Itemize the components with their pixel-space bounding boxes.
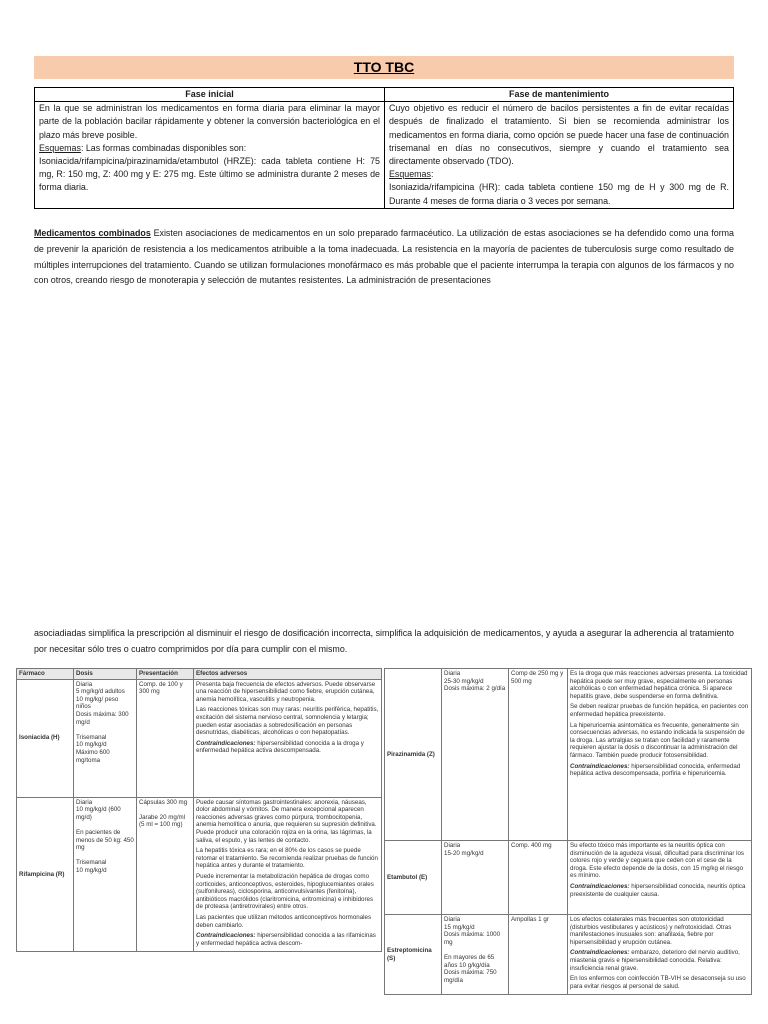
presentation-pirazinamida: Comp de 250 mg y 500 mg — [509, 669, 568, 841]
table-row — [385, 915, 752, 995]
contraindications-text: hipersensibilidad conocida, neuritis óptica preexistente de cualquier causa. — [570, 882, 746, 898]
contraindications — [196, 740, 379, 755]
dose-isoniacida: Diaria 5 mg/kg/d adultos 10 mg/kg/ peso niños Dosis máxima: 300 mg/d Trisemanal 10 mg/kg/d Máximo 600 mg/toma — [74, 679, 137, 797]
initial-phase-cell — [35, 102, 385, 209]
drug-table-right — [384, 668, 752, 995]
effects-text: La hepatitis tóxica es rara; en el 80% de los casos se puede retomar el tratamiento. Se recomienda realizar pruebas de función hepática antes y durante el tratamiento. — [196, 847, 378, 870]
col-header-presentation: Presentación — [137, 669, 194, 680]
treatment-phases-table — [34, 87, 734, 209]
effects-pirazinamida — [568, 669, 752, 841]
contraindications-text: hipersensibilidad conocida a la droga y enfermedad hepática activa descompensada. — [196, 739, 364, 755]
contraindications-text: hipersensibilidad conocida, enfermedad hepática activa descompensada, porfiria e hiperuricemia. — [570, 762, 741, 778]
maintenance-phase-cell — [385, 102, 734, 209]
contraindications — [570, 763, 749, 778]
effects-text: Presenta baja frecuencia de efectos adversos. Puede observarse una reacción de hipersensibilidad como fiebre, erupción cutánea, anemia hemolítica, vasculitis y neutropenia. — [196, 680, 376, 703]
header-maintenance-phase: Fase de mantenimiento — [385, 88, 734, 102]
effects-isoniacida — [194, 679, 382, 797]
contraindications-label: Contraindicaciones: — [570, 882, 630, 890]
effects-text: En los enfermos con coinfección TB-VIH se desaconseja su uso para evitar riesgos al personal de salud. — [570, 975, 746, 990]
presentation-rifampicina: Cápsulas 300 mg Jarabe 20 mg/ml (5 ml = 100 mg) — [137, 797, 194, 952]
effects-text: Su efecto tóxico más importante es la neuritis óptica con disminución de la agudeza visual, dificultad para discriminar los colores rojo y verde y ceguera que ceden con el cese de la droga. Este efecto depende de la dosis, con 15 mg/kg el riesgo es mínimo. — [570, 842, 745, 880]
drug-table-figure — [16, 668, 752, 1024]
drug-name-etambutol: Etambutol (E) — [385, 841, 442, 915]
contraindications-label: Contraindicaciones: — [570, 949, 630, 957]
effects-text: Se deben realizar pruebas de función hepática, en pacientes con enfermedad hepática preexistente. — [570, 703, 749, 718]
effects-rifampicina — [194, 797, 382, 952]
drug-name-pirazinamida: Pirazinamida (Z) — [385, 669, 442, 841]
contraindications-label: Contraindicaciones: — [196, 932, 256, 940]
presentation-etambutol: Comp. 400 mg — [509, 841, 568, 915]
presentation-isoniacida: Comp. de 100 y 300 mg — [137, 679, 194, 797]
table-row — [385, 841, 752, 915]
initial-schemes-text: : Las formas combinadas disponibles son: — [80, 142, 247, 153]
effects-etambutol — [568, 841, 752, 915]
combined-drugs-paragraph — [34, 226, 734, 289]
effects-text: Puede causar síntomas gastrointestinales: anorexia, náuseas, dolor abdominal y vómitos. De manera excepcional aparecen reacciones adversas graves como púrpura, trombocitopenia, anemia hemolítica o anuria, que requieren su supresión definitiva. Puede producir una coloración rojiza en la orina, las lágrimas, la saliva, el esputo, y las lentes de contacto. — [196, 798, 377, 844]
title-banner — [34, 56, 734, 79]
contraindications — [196, 932, 379, 947]
drug-name-isoniacida: Isoniacida (H) — [17, 679, 74, 797]
continuation-paragraph: asociadiadas simplifica la prescripción al disminuir el riesgo de dosificación incorrecta, simplifica la adquisición de medicamentos, y ayuda a asegurar la adherencia al tratamiento por necesitar sólo tres o cuatro comprimidos por día para cumplir con el mismo. — [34, 628, 734, 654]
initial-phase-intro: En la que se administran los medicamentos en forma diaria para eliminar la mayor parte de la población bacilar rápidamente y obtener la conversión bacteriológica en el plazo más breve posible. — [39, 103, 380, 140]
combined-drugs-text: Existen asociaciones de medicamentos en un solo preparado farmacéutico. La utilización de estas asociaciones se ha defendido como una forma de prevenir la aparición de resistencia a los medicamentos atribuible a la toma inadecuada. La resistencia en la mayoría de pacientes de tuberculosis surge como resultado de múltiples interrupciones del tratamiento. Cuando se utilizan formulaciones monofármaco es más probable que el paciente interrumpa la terapia con algunos de los fármacos y no con otros, creando riesgo de monoterapia y selección de mutantes resistentes. La administración de presentaciones — [34, 228, 734, 286]
drug-name-rifampicina: Rifampicina (R) — [17, 797, 74, 952]
combined-drugs-heading: Medicamentos combinados — [34, 228, 151, 238]
drug-name-estreptomicina: Estreptomicina (S) — [385, 915, 442, 995]
presentation-estreptomicina: Ampollas 1 gr — [509, 915, 568, 995]
contraindications-label: Contraindicaciones: — [196, 739, 256, 747]
col-header-effects: Efectos adversos — [194, 669, 382, 680]
initial-regimen: Isoniacida/rifampicina/pirazinamida/etambutol (HRZE): cada tableta contiene H: 75 mg, R: 150 mg, Z: 400 mg y E: 275 mg. Este último se administra durante 2 meses de forma diaria. — [39, 156, 380, 193]
maintenance-schemes-text: : — [430, 169, 434, 180]
initial-schemes-label: Esquemas — [39, 142, 81, 153]
effects-text: Las pacientes que utilizan métodos anticonceptivos hormonales deben cambiarlo. — [196, 913, 372, 929]
contraindications — [570, 883, 749, 898]
effects-text: Las reacciones tóxicas son muy raras: neuritis periférica, hepatitis, excitación del sistema nervioso central, somnolencia y letargia; pueden estar asociadas a sobredosificación en personas desnutridas, diabéticas, alcohólicas o con hepatopatías. — [196, 706, 379, 737]
contraindications-text: hipersensibilidad conocida a las rifamicinas y enfermedad hepática activa descom- — [196, 932, 376, 947]
table-row — [385, 669, 752, 841]
dose-etambutol: Diaria 15-20 mg/kg/d — [442, 841, 509, 915]
drug-table-left — [16, 668, 382, 952]
maintenance-regimen: Isoniazida/rifampicina (HR): cada tableta contiene 150 mg de H y 300 mg de R. Durante 4 meses de forma diaria o 3 veces por semana. — [389, 182, 729, 206]
maintenance-schemes-label: Esquemas — [389, 169, 431, 180]
col-header-drug: Fármaco — [17, 669, 74, 680]
header-initial-phase: Fase inicial — [35, 88, 385, 102]
effects-text: La hiperuricemia asintomática es frecuente, generalmente sin consecuencias adversas, no estando indicada la suspensión de la droga. Las artralgias se tratan con facilidad y raramente requieren ajustar la dosis o discontinuar la administración del fármaco. También puede producir fotosensibilidad. — [570, 721, 745, 759]
contraindications — [570, 949, 749, 972]
contraindications-text: embarazo, deterioro del nervio auditivo, miastenia gravis e hipersensibilidad conocida. Relativa: insuficiencia renal grave. — [570, 949, 740, 972]
table-row — [17, 679, 382, 797]
maintenance-phase-intro: Cuyo objetivo es reducir el número de bacilos persistentes a fin de evitar recaídas después de finalizado el tratamiento. Si bien se recomienda administrar los medicamentos en forma diaria, como opción se puede hacer una fase de continuación trisemanal en días no consecutivos, siempre y cuando el tratamiento sea directamente observado (TDO). — [389, 103, 729, 167]
dose-estreptomicina: Diaria 15 mg/kg/d Dosis máxima: 1000 mg En mayores de 65 años 10 g/kg/día Dosis máxima: 750 mg/día — [442, 915, 509, 995]
effects-text: Es la droga que más reacciones adversas presenta. La toxicidad hepática puede ser muy grave, especialmente en personas alcohólicas o con enfermedad hepática crónica. Si aparece hepatitis grave, debe suspenderse en forma definitiva. — [570, 670, 748, 700]
dose-rifampicina: Diaria 10 mg/kg/d (600 mg/d) En pacientes de menos de 50 kg: 450 mg Trisemanal 10 mg/kg/d — [74, 797, 137, 952]
effects-text: Puede incrementar la metabolización hepática de drogas como corticoides, anticonceptivos, esteroides, hipoglucemiantes orales (sulfonilureas), ciclosporina, anticonvulsivantes (fenitoína), antibióticos macrólidos (claritromicina, eritromicina) e inhibidores de proteasa (antiretrovirales) entre otros. — [196, 872, 374, 911]
effects-text: Los efectos colaterales más frecuentes son ototoxicidad (disturbios vestibulares y acústicos) y nefrotoxicidad. Otras manifestaciones inusuales son: anafilaxia, fiebre por hipersensibilidad y erupción cutánea. — [570, 916, 732, 946]
table-row — [17, 797, 382, 952]
dose-pirazinamida: Diaria 25-30 mg/kg/d Dosis máxima: 2 g/día — [442, 669, 509, 841]
effects-estreptomicina — [568, 915, 752, 995]
contraindications-label: Contraindicaciones: — [570, 762, 630, 770]
col-header-dose: Dosis — [74, 669, 137, 680]
document-title: TTO TBC — [353, 59, 415, 75]
